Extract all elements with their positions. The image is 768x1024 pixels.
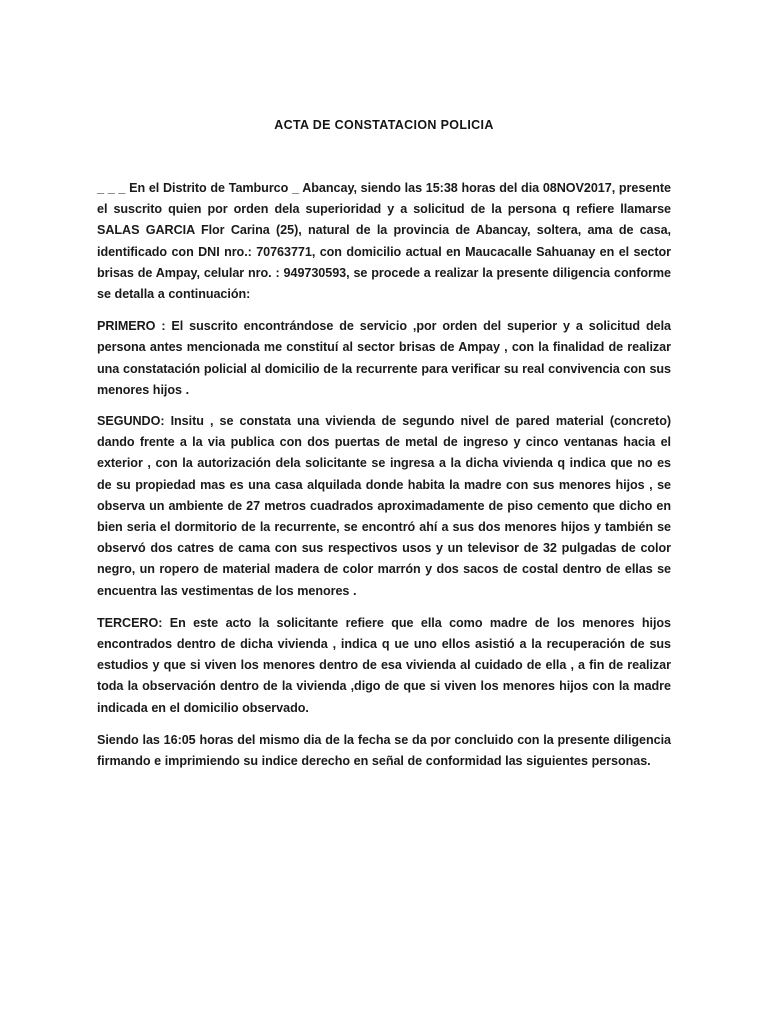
document-body [97, 178, 671, 772]
paragraph-cierre: Siendo las 16:05 horas del mismo dia de la fecha se da por concluido con la presente diligencia firmando e imprimiendo su indice derecho en señal de conformidad las siguientes personas. [97, 732, 671, 769]
paragraph-segundo: SEGUNDO: Insitu , se constata una vivienda de segundo nivel de pared material (concreto) dando frente a la via publica con dos puertas de metal de ingreso y cinco ventanas hacia el exterior , con la autorización dela solicitante se ingresa a la dicha vivienda q indica que no es de su propiedad mas es una casa alquilada donde habita la madre con sus menores hijos , se observa un ambiente de 27 metros cuadrados aproximadamente de piso cemento que dicho en bien seria el dormitorio de la recurrente, se encontró ahí a sus dos menores hijos y también se observó dos catres de cama con sus respectivos usos y un televisor de 32 pulgadas de color negro, un ropero de material madera de color marrón y dos sacos de costal dentro de ellas se encuentra las vestimentas de los menores . [97, 414, 671, 598]
page-title: ACTA DE CONSTATACION POLICIA [274, 118, 494, 132]
paragraph-lead: _ _ _ En el Distrito de Tamburco _ Abancay, siendo las 15:38 horas del dia 08NOV2017, presente el suscrito quien por orden dela superioridad y a solicitud de la persona q refiere llamarse SALAS GARCIA Flor Carina (25), natural de la provincia de Abancay, soltera, ama de casa, identificado con DNI nro.: 70763771, con domicilio actual en Maucacalle Sahuanay en el sector brisas de Ampay, celular nro. : 949730593, se procede a realizar la presente diligencia conforme se detalla a continuación: [97, 181, 671, 302]
paragraph-tercero: TERCERO: En este acto la solicitante refiere que ella como madre de los menores hijos encontrados dentro de dicha vivienda , indica q ue uno ellos asistió a la recuperación de sus estudios y que si viven los menores dentro de esa vivienda al cuidado de ella , a fin de realizar toda la observación dentro de la vivienda ,digo de que si viven los menores hijos con la madre indicada en el domicilio observado. [97, 615, 671, 715]
paragraph-primero: PRIMERO : El suscrito encontrándose de servicio ,por orden del superior y a solicitud dela persona antes mencionada me constituí al sector brisas de Ampay , con la finalidad de realizar una constatación policial al domicilio de la recurrente para verificar su real convivencia con sus menores hijos . [97, 319, 671, 397]
